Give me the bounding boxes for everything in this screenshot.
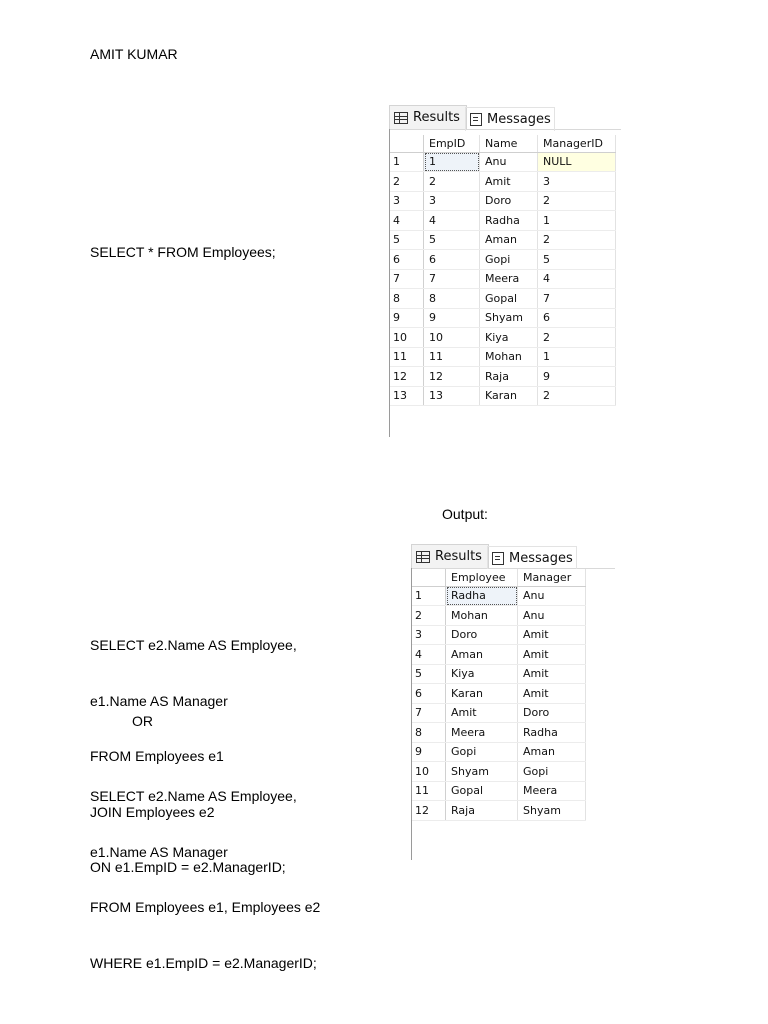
results-tab-label: Results (413, 110, 460, 125)
table-cell[interactable]: Doro (518, 703, 586, 723)
table-cell[interactable]: Anu (480, 152, 538, 172)
column-header[interactable]: ManagerID (538, 135, 616, 152)
table-row[interactable] (412, 723, 586, 743)
table-cell[interactable]: 11 (424, 347, 480, 367)
table-row[interactable] (412, 684, 586, 704)
row-number: 5 (390, 230, 424, 250)
table-cell[interactable]: Raja (446, 801, 518, 821)
table-row[interactable] (390, 367, 616, 387)
table-row[interactable] (390, 289, 616, 309)
table-cell[interactable]: 12 (424, 367, 480, 387)
table-cell[interactable]: Radha (480, 211, 538, 231)
table-row[interactable] (390, 250, 616, 270)
table-cell[interactable]: Karan (480, 386, 538, 406)
table-row[interactable] (390, 211, 616, 231)
table-cell[interactable]: Meera (518, 781, 586, 801)
row-number: 12 (412, 801, 446, 821)
results-tabbar (411, 544, 615, 569)
table-cell[interactable]: 3 (538, 172, 616, 192)
table-cell[interactable]: 5 (424, 230, 480, 250)
table-cell[interactable]: Amit (518, 664, 586, 684)
table-row[interactable] (412, 742, 586, 762)
table-cell[interactable]: 9 (424, 308, 480, 328)
table-cell[interactable]: Amit (480, 172, 538, 192)
table-cell[interactable]: Radha (446, 586, 518, 606)
query-where-line: WHERE e1.EmpID = e2.ManagerID; (90, 954, 317, 971)
row-number: 4 (412, 645, 446, 665)
messages-tab[interactable] (487, 546, 577, 570)
row-number: 6 (412, 684, 446, 704)
table-cell[interactable]: Anu (518, 586, 586, 606)
table-row[interactable] (390, 269, 616, 289)
table-cell[interactable]: 2 (538, 386, 616, 406)
row-number: 11 (390, 347, 424, 367)
messages-icon (492, 552, 504, 565)
row-number: 3 (390, 191, 424, 211)
table-row[interactable] (390, 386, 616, 406)
table-cell[interactable]: Amit (446, 703, 518, 723)
messages-tab-label: Messages (509, 551, 573, 566)
row-number: 4 (390, 211, 424, 231)
table-cell[interactable]: 3 (424, 191, 480, 211)
table-row[interactable] (390, 328, 616, 348)
query-join-line: ON e1.EmpID = e2.ManagerID; (90, 859, 286, 875)
row-number: 10 (390, 328, 424, 348)
row-number-header (412, 569, 446, 586)
table-row[interactable] (390, 191, 616, 211)
table-cell[interactable]: 1 (424, 152, 480, 172)
table-cell[interactable]: 7 (538, 289, 616, 309)
table-cell[interactable]: 2 (538, 191, 616, 211)
query-join-line: SELECT e2.Name AS Employee, (90, 637, 297, 653)
table-row[interactable] (390, 308, 616, 328)
table-cell[interactable]: 2 (538, 230, 616, 250)
row-number: 12 (390, 367, 424, 387)
row-number: 3 (412, 625, 446, 645)
table-row[interactable] (412, 645, 586, 665)
author-name: AMIT KUMAR (90, 46, 178, 62)
query-join-line: FROM Employees e1 (90, 748, 224, 764)
row-number-header (390, 135, 424, 152)
table-cell[interactable]: 6 (424, 250, 480, 270)
table-row[interactable] (412, 606, 586, 626)
row-number: 1 (390, 152, 424, 172)
table-cell[interactable]: Gopal (480, 289, 538, 309)
table-cell[interactable]: Meera (480, 269, 538, 289)
table-cell[interactable]: Aman (518, 742, 586, 762)
table-cell[interactable]: 7 (424, 269, 480, 289)
messages-tab[interactable] (465, 107, 555, 131)
output-label: Output: (442, 506, 488, 522)
column-header[interactable]: Manager (518, 569, 586, 586)
row-number: 2 (412, 606, 446, 626)
column-header[interactable]: EmpID (424, 135, 480, 152)
query-where-line: SELECT e2.Name AS Employee, (90, 788, 297, 804)
table-row[interactable] (412, 664, 586, 684)
table-row[interactable] (390, 230, 616, 250)
row-number: 13 (390, 386, 424, 406)
table-cell[interactable]: Gopi (480, 250, 538, 270)
table-cell[interactable]: 4 (424, 211, 480, 231)
table-cell[interactable]: 2 (424, 172, 480, 192)
messages-tab-label: Messages (487, 112, 551, 127)
table-row[interactable] (412, 625, 586, 645)
table-cell[interactable]: Raja (480, 367, 538, 387)
results-tab-label: Results (435, 549, 482, 564)
table-cell[interactable]: Amit (518, 625, 586, 645)
row-number: 6 (390, 250, 424, 270)
row-number: 5 (412, 664, 446, 684)
table-cell[interactable]: NULL (538, 152, 616, 172)
table-cell[interactable]: Shyam (518, 801, 586, 821)
table-cell[interactable]: Radha (518, 723, 586, 743)
table-row[interactable] (412, 703, 586, 723)
table-cell[interactable]: Aman (446, 645, 518, 665)
table-cell[interactable]: Doro (446, 625, 518, 645)
table-cell[interactable]: 1 (538, 211, 616, 231)
row-number: 2 (390, 172, 424, 192)
table-cell[interactable]: Gopi (446, 742, 518, 762)
row-number: 7 (390, 269, 424, 289)
table-cell[interactable]: Doro (480, 191, 538, 211)
query-join-line: JOIN Employees e2 (90, 803, 215, 820)
table-cell[interactable]: 2 (538, 328, 616, 348)
employees-grid[interactable] (390, 135, 616, 406)
query-join-line: e1.Name AS Manager (90, 692, 228, 709)
query-where-line: e1.Name AS Manager (90, 843, 228, 860)
table-cell[interactable]: Anu (518, 606, 586, 626)
or-label: OR (132, 713, 153, 729)
table-cell[interactable]: 13 (424, 386, 480, 406)
row-number: 8 (390, 289, 424, 309)
query-where-line: FROM Employees e1, Employees e2 (90, 899, 321, 915)
table-cell[interactable]: 1 (538, 347, 616, 367)
row-number: 7 (412, 703, 446, 723)
output-results-pane (411, 544, 615, 860)
table-cell[interactable]: Mohan (480, 347, 538, 367)
table-row[interactable] (412, 801, 586, 821)
column-header[interactable]: Employee (446, 569, 518, 586)
table-cell[interactable]: Shyam (480, 308, 538, 328)
grid-icon (416, 551, 430, 563)
table-cell[interactable]: Gopi (518, 762, 586, 782)
results-tabbar (389, 105, 621, 130)
query-where (90, 750, 320, 991)
row-number: 8 (412, 723, 446, 743)
table-cell[interactable]: Mohan (446, 606, 518, 626)
table-cell[interactable]: Meera (446, 723, 518, 743)
row-number: 9 (412, 742, 446, 762)
table-row[interactable] (390, 172, 616, 192)
employees-results-pane (389, 105, 621, 437)
table-cell[interactable]: 8 (424, 289, 480, 309)
grid-icon (394, 112, 408, 124)
table-cell[interactable]: Amit (518, 684, 586, 704)
table-cell[interactable]: 6 (538, 308, 616, 328)
table-row[interactable] (412, 762, 586, 782)
messages-icon (470, 113, 482, 126)
table-cell[interactable]: 9 (538, 367, 616, 387)
row-number: 9 (390, 308, 424, 328)
table-cell[interactable]: Aman (480, 230, 538, 250)
table-row[interactable] (390, 347, 616, 367)
results-tab[interactable] (411, 544, 489, 568)
table-cell[interactable]: 5 (538, 250, 616, 270)
query-select-all: SELECT * FROM Employees; (90, 244, 276, 260)
output-grid[interactable] (412, 569, 586, 821)
table-cell[interactable]: Amit (518, 645, 586, 665)
table-row[interactable] (412, 586, 586, 606)
table-cell[interactable]: Shyam (446, 762, 518, 782)
table-cell[interactable]: Kiya (446, 664, 518, 684)
row-number: 10 (412, 762, 446, 782)
table-cell[interactable]: Gopal (446, 781, 518, 801)
table-row[interactable] (412, 781, 586, 801)
row-number: 11 (412, 781, 446, 801)
table-cell[interactable]: Kiya (480, 328, 538, 348)
table-row[interactable] (390, 152, 616, 172)
table-cell[interactable]: Karan (446, 684, 518, 704)
row-number: 1 (412, 586, 446, 606)
table-cell[interactable]: 4 (538, 269, 616, 289)
column-header[interactable]: Name (480, 135, 538, 152)
results-tab[interactable] (389, 105, 467, 129)
table-cell[interactable]: 10 (424, 328, 480, 348)
